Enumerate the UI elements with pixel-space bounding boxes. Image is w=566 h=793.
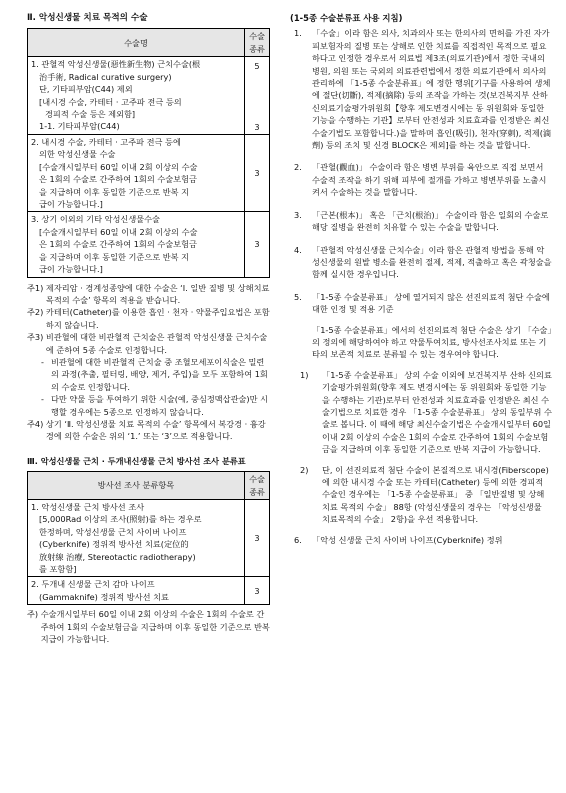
guide-item-2: 2. 「관혈(觀血)」 수술이라 함은 병변 부위를 육안으로 직접 보면서 수술적 조작을 하기 위해 피부에 절개를 가하고 병변부위를 노출시켜서 수술하는 것을 말합니다. bbox=[294, 162, 547, 198]
left-column bbox=[27, 0, 270, 645]
table-row bbox=[28, 135, 270, 212]
note-2: 주2) 카테터(Catheter)를 이용한 흡인 · 천자 · 약물주입요법은 포함하지 않습니다. bbox=[27, 307, 270, 330]
surgery-table bbox=[27, 28, 270, 277]
guide-item-4: 4. 「관혈적 악성신생물 근치수술」이라 함은 관혈적 방법을 통해 악성신생물의 원발 병소를 완전히 절제, 적제, 적출하고 혹은 곽청술을 함께 실시한 경우입니다. bbox=[294, 244, 552, 280]
radiation-table bbox=[27, 471, 270, 605]
guide-item-6: 6. 「악성 신생물 근치 사이버 나이프(Cyberknife) 정위 bbox=[294, 534, 503, 545]
guide-item-5: 5. 「1-5종 수술분류표」 상에 열거되지 않은 선진의료적 첨단 수술에 대한 인정 및 적용 기준 bbox=[294, 291, 550, 315]
note-1: 주1) 제자리암 · 경계성종양에 대한 수술은 ‘Ⅰ. 일반 질병 및 상해치료 목적의 수술’ 항목의 적용을 받습니다. bbox=[27, 282, 270, 305]
note-3-dash-2: - 다만 약물 등을 투여하기 위한 시술(예, 중심정맥삽관술)만 시행할 경우에는 5종으로 인정하지 않습니다. bbox=[41, 394, 269, 417]
guide-sub-2: 2) 단, 이 선진의료적 첨단 수술이 본질적으로 내시경(Fiberscope)에 의한 내시경 수술 또는 카테터(Catheter) 등에 의한 경피적 수술인 경우에는 「1-5종 수술분류표」 중 「일반질병 및 상해치료 목적의 수술」 88항 (악성신생물의 경우는 「악성신생물 치료목적의 수술」 2항)을 우선 적용합니다. bbox=[300, 464, 549, 525]
row-3-desc: 3. 상기 이외의 기타 악성신생물수술 [수술개시일부터 60일 이내 2회 이상의 수술 은 1회의 수술로 간주하여 1회의 수술보험금 을 지급하며 이후 동일한 기준으로 반복 지 급이 가능합니다.] bbox=[28, 212, 245, 277]
section-2-title: Ⅱ. 악성신생물 치료 목적의 수술 bbox=[27, 13, 148, 23]
radiation-row-1-type: 3 bbox=[245, 500, 270, 577]
row-3-type: 3 bbox=[245, 212, 270, 277]
section-2-notes bbox=[27, 282, 270, 443]
col-radiation-name: 방사선 조사 분류항목 bbox=[28, 472, 245, 500]
guide-item-3: 3. 「근본(根本)」 혹은 「근치(根治)」 수술이라 함은 일회의 수술로 해당 질병을 완전히 치유할 수 있는 수술을 말합니다. bbox=[294, 209, 549, 233]
radiation-row-2-desc: 2. 두개내 신생물 근치 감마 나이프 (Gammaknife) 정위적 방사선 치료 bbox=[28, 577, 245, 605]
col-surgery-type: 수술 종류 bbox=[245, 29, 270, 57]
table-row bbox=[28, 577, 270, 605]
guide-sub-1: 1) 「1-5종 수술분류표」 상의 수술 이외에 보건복지부 산하 신의료기술평가위원회(향후 제도 변경시에는 동 위원회와 동일한 기능을 수행하는 기관)로부터 안전성과 치료효과를 인정받은 최신 수술기법으로 치료한 경우 「1-5종 수술분류표」 상의 동일부위 수술로 봅니다. 이 때에 해당 최신수술기법은 수술개시일부터 60일 이내 2회 이상의 수술은 1회의 수술로 간주하여 1회의 수술보험금을 지급하며 이후 동일한 기준으로 반복 지급이 가능합니다. bbox=[300, 369, 552, 455]
row-2-desc: 2. 내시경 수술, 카테터 · 고주파 전극 등에 의한 악성신생물 수술 [수술개시일부터 60일 이내 2회 이상의 수술 은 1회의 수술로 간주하여 1회의 수술보험금 을 지급하며 이후 동일한 기준으로 반복 지 급이 가능합니다.] bbox=[28, 135, 245, 212]
guide-item-1: 1. 「수술」이라 함은 의사, 치과의사 또는 한의사의 면허를 가진 자가 피보험자의 질병 또는 상해로 인한 치료를 직접적인 목적으로 필요하다고 인정한 경우로서 의료법 제3조(의료기관)에서 정한 국내의 병원, 의원 또는 국외의 의료관련법에서 정한 의료기관에서 의사의 관리하에 「1-5종 수술분류표」에 정한 행위[기구를 사용하여 생체에 절단(切斷), 적제(摘除) 등의 조작을 가하는 것(보건복지부 산하 신의료기술평가위원회【향후 제도변경시에는 동 위원회와 동일한 기능을 수행하는 기관】로부터 안전성과 치료효과를 인정받은 최신 수술기법도 포함합니다.)을 말하며 흡인(吸引), 천자(穿刺), 적제(滴劑) 등의 조치 및 신경 BLOCK은 제외]를 하는 것을 말합니다. bbox=[294, 28, 552, 151]
row-2-type: 3 bbox=[245, 135, 270, 212]
note-3: 주3) 비관혈에 대한 비관혈적 근치술은 관혈적 악성신생물 근치수술에 준하여 5종 수술로 인정합니다. bbox=[27, 332, 268, 355]
table-row bbox=[28, 57, 270, 135]
radiation-row-1-desc: 1. 악성신생물 근치 방사선 조사 [5,000Rad 이상의 조사(照射)를 하는 경우로 한정하며, 악성신생물 근치 사이버 나이프 (Cyberknife) 정위적 방사선 치료(定位的 放射線 治療, Stereotactic radiotherapy) 를 포함함] bbox=[28, 500, 245, 577]
section-3-title: Ⅲ. 악성신생물 근치 · 두개내신생물 근치 방사선 조사 분류표 bbox=[27, 455, 246, 466]
col-surgery-name: 수술명 bbox=[28, 29, 245, 57]
table-row bbox=[28, 500, 270, 577]
row-1-type: 5 3 bbox=[245, 57, 270, 135]
note-4: 주4) 상기 ‘Ⅱ. 악성신생물 치료 목적의 수술’ 항목에서 복강경 · 흉강경에 의한 수술은 위의 ‘1.’ 또는 ‘3’으로 적용합니다. bbox=[27, 418, 266, 442]
table-row bbox=[28, 212, 270, 277]
guide-item-5-paragraph: 「1-5종 수술분류표」에서의 선진의료적 첨단 수술은 상기 「수술」의 정의에 해당하여야 하고 약물투여치료, 방사선조사치료 또는 기타의 보존적 치료로 분류될 수 있는 경우여야 합니다. bbox=[312, 324, 552, 360]
section-3-note: 주) 수술개시일부터 60일 이내 2회 이상의 수술은 1회의 수술로 간주하여 1회의 수술보험금을 지급하며 이후 동일한 기준으로 반복 지급이 가능합니다. bbox=[27, 609, 270, 645]
radiation-row-2-type: 3 bbox=[245, 577, 270, 605]
row-1-desc: 1. 관혈적 악성신생물(惡性新生物) 근치수술(根 治手術, Radical curative surgery) 단, 기타피부암(C44) 제외 [내시경 수술, 카테터 · 고주파 전극 등의 경피적 수술 등은 제외함] 1-1. 기타피부암(C44) bbox=[28, 57, 245, 135]
col-radiation-type: 수술 종류 bbox=[245, 472, 270, 500]
right-column bbox=[290, 0, 552, 546]
note-3-dash-1: - 비관혈에 대한 비관혈적 근치술 중 조혈모세포이식술은 밀련의 과정(추출, 필터링, 배양, 제거, 주입)을 모두 포함하여 1회의 수술로 인정합니다. bbox=[41, 356, 268, 392]
guide-title: (1-5종 수술분류표 사용 지침) bbox=[290, 13, 403, 23]
